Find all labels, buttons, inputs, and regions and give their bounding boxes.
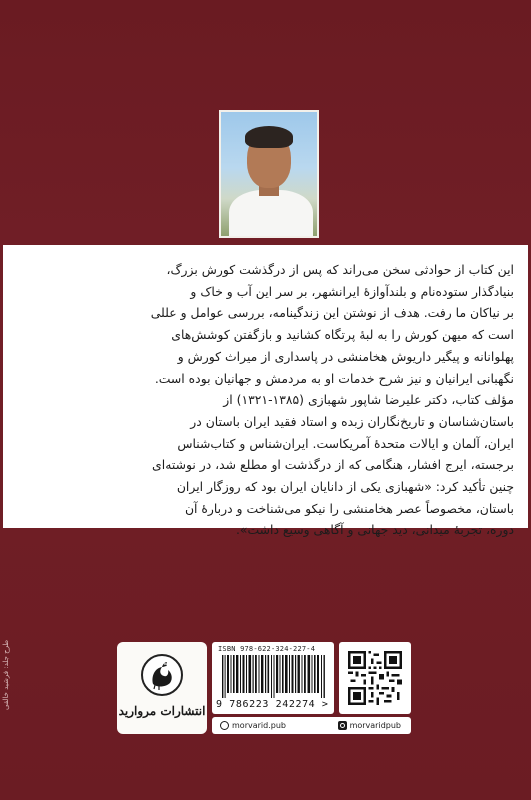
- publisher-name: انتشارات مروارید: [118, 704, 206, 718]
- cover-design-credit: طرح جلد: فرشید خالقی: [2, 640, 10, 711]
- description-line: بر نیاکان ما رفت. هدف از نوشتن این زندگینامه، بررسی عوامل و عللی: [150, 305, 514, 321]
- description-line: پهلوانانه و پیگیر داریوش هخامنشی در پاسداری از میراث کورش و: [177, 348, 514, 364]
- isbn-block: [212, 642, 334, 714]
- description-line: است که میهن کورش را به لبهٔ پرتگاه کشانید و بازگفتن کوشش‌های: [171, 327, 514, 343]
- description-line: ایران، آلمان و ایالات متحدهٔ آمریکاست. ایران‌شناس و کتاب‌شناس: [177, 435, 514, 451]
- social-links: [212, 717, 411, 734]
- photo-hair: [245, 126, 293, 148]
- instagram-text: morvaridpub: [349, 721, 401, 730]
- author-photo: [219, 110, 319, 238]
- publisher-block: [117, 642, 207, 734]
- website-text: morvarid.pub: [232, 721, 286, 730]
- description-line: مؤلف کتاب، دکتر علیرضا شاپور شهبازی (۱۳۸۵-۱۳۲۱) از: [223, 392, 514, 408]
- description-line: باستان، مخصوصاً عصر هخامنشی را نیکو می‌شناخت و دربارهٔ آن: [184, 500, 514, 516]
- globe-icon: [220, 721, 229, 730]
- qr-code-block: [339, 642, 411, 714]
- description-line: دوره، تجربهٔ میدانی، دید جهانی و آگاهی وسیع داشت».: [235, 522, 514, 538]
- instagram-link[interactable]: [338, 720, 401, 731]
- description-line: برجسته، ایرج افشار، هنگامی که از درگذشت او مطلع شد، در نوشته‌ای: [152, 457, 514, 473]
- website-link[interactable]: [220, 720, 286, 731]
- instagram-icon: [338, 721, 347, 730]
- book-description: [17, 259, 514, 541]
- photo-shirt: [229, 190, 313, 238]
- isbn-digits: 9 786223 242274 >: [216, 699, 329, 710]
- qr-code: [348, 651, 402, 705]
- barcode: [222, 655, 328, 698]
- description-line: نگهبانی ایرانیان و نیز شرح خدمات او به مردمش و جهانیان بوده است.: [154, 370, 514, 386]
- description-line: این کتاب از حوادثی سخن می‌راند که پس از درگذشت کورش بزرگ،: [166, 262, 514, 277]
- isbn-label: ISBN 978-622-324-227-4: [218, 645, 316, 653]
- description-panel: [3, 245, 528, 538]
- description-line: چنین تأکید کرد: «شهبازی یکی از دانایان ایران بود که روزگار ایران: [176, 479, 514, 495]
- peacock-logo-icon: [141, 654, 183, 696]
- description-line: باستان‌شناسان و تاریخ‌نگاران زبده و استاد فقید ایران باستان در: [190, 413, 514, 429]
- description-line: بنیادگذار ستوده‌نام و بلندآوازهٔ ایرانشهر، بر سر این آب و خاک و: [190, 283, 514, 299]
